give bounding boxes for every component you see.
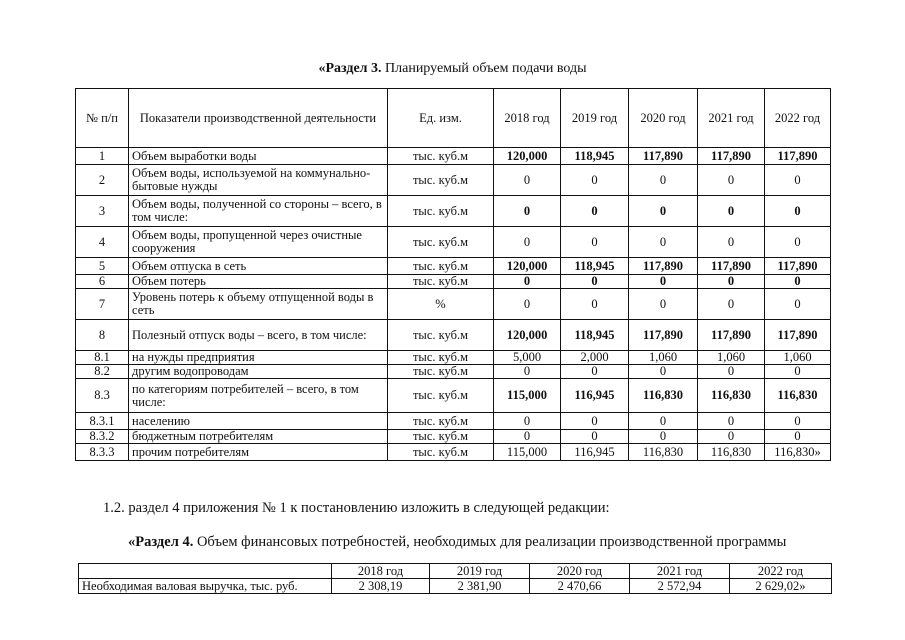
table-row — [76, 258, 831, 275]
value-cell: 0 — [494, 196, 561, 227]
table-row — [79, 579, 832, 594]
column-header: 2021 год — [698, 89, 765, 148]
value-cell: 0 — [698, 165, 765, 196]
table-body — [76, 148, 831, 461]
value-cell: 0 — [765, 430, 831, 444]
value-cell: 1,060 — [629, 351, 698, 365]
value-cell: 1,060 — [698, 351, 765, 365]
row-number: 8.1 — [76, 351, 129, 365]
value-cell: 0 — [494, 413, 561, 430]
value-cell: 0 — [561, 227, 629, 258]
value-cell: 116,830 — [698, 444, 765, 461]
value-cell: 115,000 — [494, 444, 561, 461]
section-3-title-text: Планируемый объем подачи воды — [381, 61, 587, 76]
value-cell: 0 — [494, 430, 561, 444]
value-cell: 120,000 — [494, 320, 561, 351]
unit-cell: тыс. куб.м — [388, 444, 494, 461]
value-cell: 117,890 — [698, 320, 765, 351]
value-cell: 117,890 — [629, 148, 698, 165]
indicator-name: другим водопроводам — [129, 365, 388, 379]
value-cell: 116,945 — [561, 444, 629, 461]
value-cell: 120,000 — [494, 258, 561, 275]
value-cell: 0 — [629, 430, 698, 444]
row-number: 4 — [76, 227, 129, 258]
value-cell: 117,890 — [765, 148, 831, 165]
unit-cell: тыс. куб.м — [388, 148, 494, 165]
unit-cell: тыс. куб.м — [388, 365, 494, 379]
indicator-name: Объем воды, пропущенной через очистные сооружения — [129, 227, 388, 258]
water-supply-table — [75, 88, 831, 461]
value-cell: 120,000 — [494, 148, 561, 165]
row-number: 8.3 — [76, 379, 129, 413]
unit-cell: тыс. куб.м — [388, 379, 494, 413]
value-cell: 0 — [765, 289, 831, 320]
table-header-row — [79, 564, 832, 579]
value-cell: 2 572,94 — [630, 579, 730, 594]
indicator-name: Необходимая валовая выручка, тыс. руб. — [79, 579, 332, 594]
column-header: 2020 год — [530, 564, 630, 579]
table-header-row — [76, 89, 831, 148]
table-row — [76, 444, 831, 461]
indicator-name: Полезный отпуск воды – всего, в том числе: — [129, 320, 388, 351]
value-cell: 0 — [561, 289, 629, 320]
table-row — [76, 275, 831, 289]
value-cell: 118,945 — [561, 148, 629, 165]
value-cell: 0 — [494, 227, 561, 258]
column-header: 2019 год — [430, 564, 530, 579]
table-row — [76, 289, 831, 320]
column-header: 2022 год — [765, 89, 831, 148]
row-number: 7 — [76, 289, 129, 320]
value-cell: 0 — [698, 430, 765, 444]
value-cell: 0 — [494, 275, 561, 289]
unit-cell: тыс. куб.м — [388, 351, 494, 365]
column-header: 2018 год — [494, 89, 561, 148]
value-cell: 0 — [561, 430, 629, 444]
value-cell: 117,890 — [629, 320, 698, 351]
value-cell: 0 — [698, 413, 765, 430]
table-row — [76, 148, 831, 165]
value-cell: 116,830 — [629, 444, 698, 461]
value-cell: 0 — [629, 413, 698, 430]
value-cell: 0 — [561, 165, 629, 196]
value-cell: 116,830 — [698, 379, 765, 413]
unit-cell: тыс. куб.м — [388, 196, 494, 227]
value-cell: 0 — [629, 196, 698, 227]
section-4-title — [128, 534, 786, 550]
value-cell: 116,830» — [765, 444, 831, 461]
value-cell: 2 470,66 — [530, 579, 630, 594]
column-header: 2020 год — [629, 89, 698, 148]
value-cell: 2,000 — [561, 351, 629, 365]
value-cell: 0 — [698, 227, 765, 258]
value-cell: 0 — [494, 289, 561, 320]
section-3-title — [0, 61, 905, 77]
column-header: Ед. изм. — [388, 89, 494, 148]
row-number: 8.3.1 — [76, 413, 129, 430]
row-number: 5 — [76, 258, 129, 275]
value-cell: 0 — [765, 165, 831, 196]
column-header: Показатели производственной деятельности — [129, 89, 388, 148]
value-cell: 0 — [629, 365, 698, 379]
value-cell: 117,890 — [765, 258, 831, 275]
table-row — [76, 379, 831, 413]
value-cell: 116,945 — [561, 379, 629, 413]
value-cell: 115,000 — [494, 379, 561, 413]
value-cell: 117,890 — [698, 148, 765, 165]
value-cell: 0 — [765, 227, 831, 258]
indicator-name: Объем выработки воды — [129, 148, 388, 165]
table-row — [76, 365, 831, 379]
unit-cell: тыс. куб.м — [388, 413, 494, 430]
value-cell: 0 — [629, 165, 698, 196]
value-cell: 116,830 — [765, 379, 831, 413]
indicator-name: на нужды предприятия — [129, 351, 388, 365]
value-cell: 0 — [698, 365, 765, 379]
value-cell: 0 — [765, 413, 831, 430]
value-cell: 0 — [698, 289, 765, 320]
section-4-title-text: Объем финансовых потребностей, необходимых для реализации производственной программы — [193, 534, 787, 550]
row-number: 2 — [76, 165, 129, 196]
value-cell: 0 — [765, 275, 831, 289]
value-cell: 5,000 — [494, 351, 561, 365]
value-cell: 2 308,19 — [332, 579, 430, 594]
indicator-name: Объем воды, полученной со стороны – всего, в том числе: — [129, 196, 388, 227]
financial-needs-table — [78, 563, 832, 594]
unit-cell: тыс. куб.м — [388, 258, 494, 275]
table-row — [76, 196, 831, 227]
unit-cell: тыс. куб.м — [388, 165, 494, 196]
unit-cell: % — [388, 289, 494, 320]
value-cell: 117,890 — [629, 258, 698, 275]
value-cell: 117,890 — [765, 320, 831, 351]
table-row — [76, 320, 831, 351]
table-row — [76, 413, 831, 430]
table-row — [76, 165, 831, 196]
indicator-name: Уровень потерь к объему отпущенной воды в сеть — [129, 289, 388, 320]
indicator-name: бюджетным потребителям — [129, 430, 388, 444]
table-row — [76, 351, 831, 365]
value-cell: 0 — [494, 365, 561, 379]
table-row — [76, 227, 831, 258]
value-cell: 0 — [629, 275, 698, 289]
value-cell: 116,830 — [629, 379, 698, 413]
value-cell: 0 — [698, 275, 765, 289]
row-number: 8.3.2 — [76, 430, 129, 444]
indicator-name: Объем потерь — [129, 275, 388, 289]
value-cell: 0 — [698, 196, 765, 227]
value-cell: 0 — [561, 196, 629, 227]
value-cell: 0 — [494, 165, 561, 196]
table-row — [76, 430, 831, 444]
value-cell: 0 — [629, 227, 698, 258]
indicator-name: по категориям потребителей – всего, в том числе: — [129, 379, 388, 413]
indicator-name: населению — [129, 413, 388, 430]
value-cell: 1,060 — [765, 351, 831, 365]
column-header — [79, 564, 332, 579]
column-header: № п/п — [76, 89, 129, 148]
row-number: 3 — [76, 196, 129, 227]
indicator-name: прочим потребителям — [129, 444, 388, 461]
indicator-name: Объем воды, используемой на коммунально-бытовые нужды — [129, 165, 388, 196]
unit-cell: тыс. куб.м — [388, 227, 494, 258]
value-cell: 0 — [765, 196, 831, 227]
value-cell: 2 629,02» — [730, 579, 832, 594]
value-cell: 0 — [765, 365, 831, 379]
unit-cell: тыс. куб.м — [388, 320, 494, 351]
unit-cell: тыс. куб.м — [388, 275, 494, 289]
row-number: 8 — [76, 320, 129, 351]
row-number: 1 — [76, 148, 129, 165]
value-cell: 2 381,90 — [430, 579, 530, 594]
column-header: 2022 год — [730, 564, 832, 579]
resolution-paragraph: 1.2. раздел 4 приложения № 1 к постановлению изложить в следующей редакции: — [103, 500, 610, 516]
row-number: 6 — [76, 275, 129, 289]
value-cell: 118,945 — [561, 320, 629, 351]
value-cell: 0 — [561, 413, 629, 430]
column-header: 2018 год — [332, 564, 430, 579]
column-header: 2021 год — [630, 564, 730, 579]
section-4-title-bold: «Раздел 4. — [128, 534, 194, 550]
row-number: 8.2 — [76, 365, 129, 379]
row-number: 8.3.3 — [76, 444, 129, 461]
value-cell: 0 — [561, 275, 629, 289]
unit-cell: тыс. куб.м — [388, 430, 494, 444]
indicator-name: Объем отпуска в сеть — [129, 258, 388, 275]
value-cell: 0 — [629, 289, 698, 320]
value-cell: 0 — [561, 365, 629, 379]
value-cell: 118,945 — [561, 258, 629, 275]
column-header: 2019 год — [561, 89, 629, 148]
value-cell: 117,890 — [698, 258, 765, 275]
section-3-title-bold: «Раздел 3. — [318, 61, 382, 76]
